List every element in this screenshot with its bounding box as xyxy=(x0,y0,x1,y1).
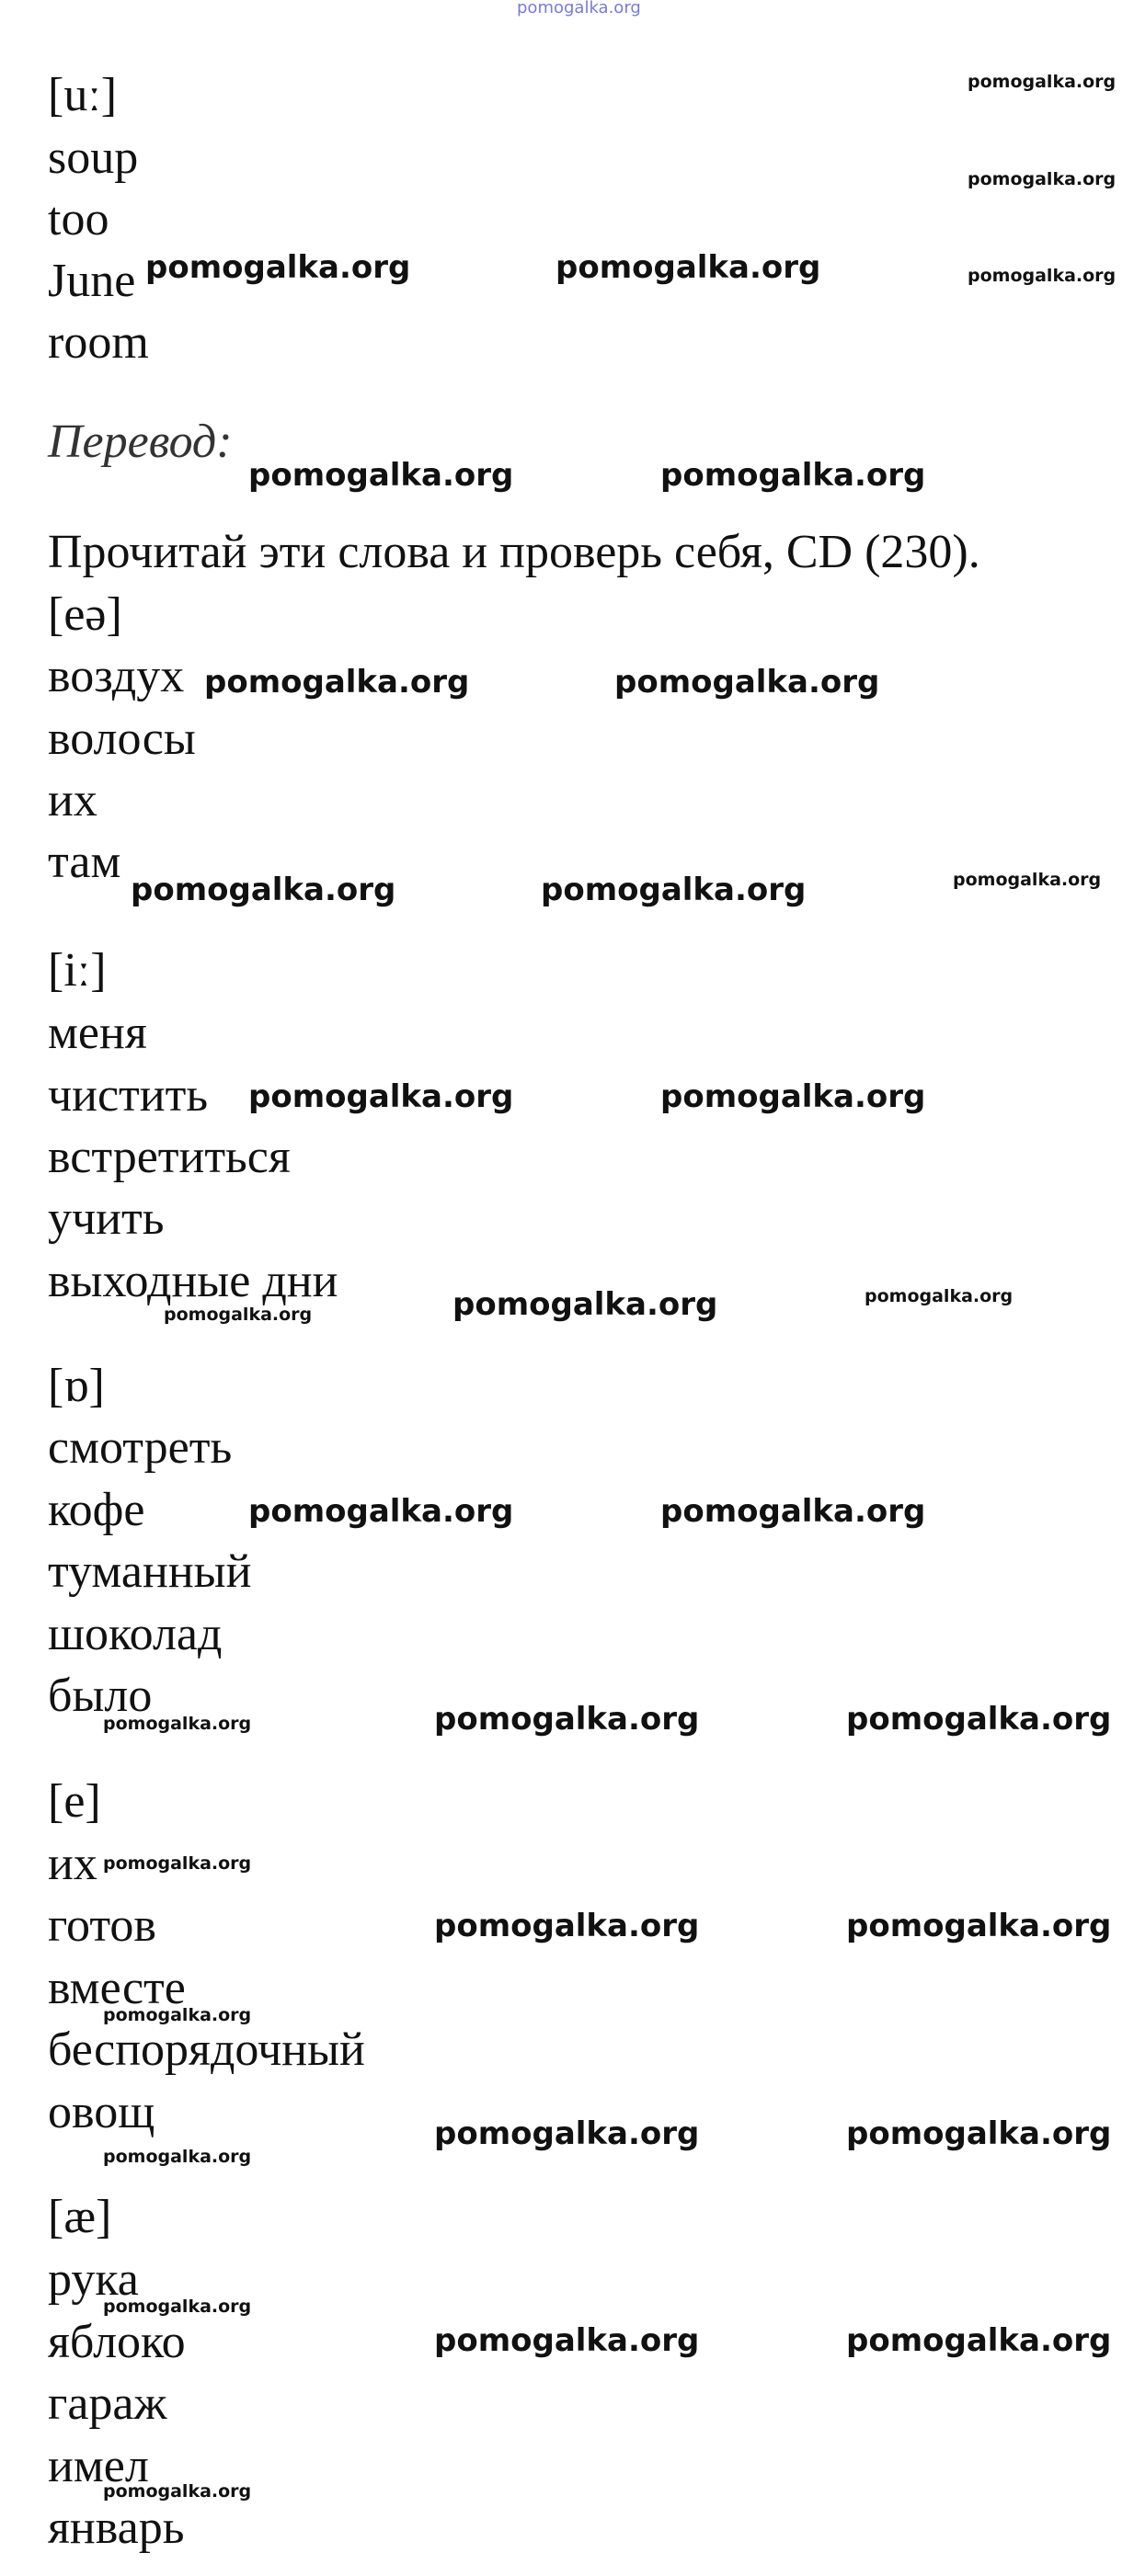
watermark: pomogalka.org xyxy=(660,1493,926,1530)
word-ruka: рука xyxy=(48,2253,139,2306)
watermark: pomogalka.org xyxy=(103,2147,252,2167)
word-gotov: готов xyxy=(48,1899,156,1952)
watermark: pomogalka.org xyxy=(953,870,1102,890)
word-yabloko: яблоко xyxy=(48,2316,186,2368)
phoneme-heading-ae: [æ] xyxy=(48,2191,112,2243)
word-kofe: кофе xyxy=(48,1484,145,1536)
word-ikh-2: их xyxy=(48,1838,97,1890)
watermark: pomogalka.org xyxy=(248,457,514,494)
word-smotret: смотреть xyxy=(48,1421,233,1474)
phoneme-heading-ii: [iː] xyxy=(48,944,107,997)
header-watermark: pomogalka.org xyxy=(517,0,641,17)
phoneme-heading-e: [e] xyxy=(48,1775,101,1828)
watermark: pomogalka.org xyxy=(968,266,1117,286)
watermark: pomogalka.org xyxy=(145,249,411,286)
word-garazh: гараж xyxy=(48,2377,167,2430)
watermark: pomogalka.org xyxy=(660,1078,926,1115)
watermark: pomogalka.org xyxy=(846,2115,1112,2152)
phoneme-heading-o: [ɒ] xyxy=(48,1360,105,1412)
word-tumannyy: туманный xyxy=(48,1545,252,1598)
phoneme-heading-ea: [eə] xyxy=(48,588,122,641)
word-imel: имел xyxy=(48,2440,149,2492)
watermark: pomogalka.org xyxy=(248,1078,514,1115)
watermark: pomogalka.org xyxy=(846,1908,1112,1944)
watermark: pomogalka.org xyxy=(131,872,396,908)
watermark: pomogalka.org xyxy=(103,1853,252,1874)
word-menya: меня xyxy=(48,1007,147,1059)
watermark: pomogalka.org xyxy=(434,2115,700,2152)
watermark: pomogalka.org xyxy=(164,1305,313,1325)
watermark: pomogalka.org xyxy=(103,2297,252,2317)
phoneme-heading-uu: [uː] xyxy=(48,69,118,121)
word-vozdukh: воздух xyxy=(48,650,185,702)
instruction-text: Прочитай эти слова и проверь себя, CD (230). xyxy=(48,526,980,578)
word-vmeste: вместе xyxy=(48,1962,186,2014)
word-besporyadochnyy: беспорядочный xyxy=(48,2023,365,2076)
watermark: pomogalka.org xyxy=(968,169,1117,189)
word-june: June xyxy=(48,255,136,307)
watermark: pomogalka.org xyxy=(434,1701,700,1738)
translation-label: Перевод: xyxy=(48,416,233,468)
watermark: pomogalka.org xyxy=(846,1701,1112,1738)
watermark: pomogalka.org xyxy=(865,1286,1014,1306)
word-yanvar: январь xyxy=(48,2502,185,2554)
word-vstretitsya: встретиться xyxy=(48,1131,291,1183)
watermark: pomogalka.org xyxy=(103,1714,252,1734)
word-bylo: было xyxy=(48,1670,153,1722)
watermark: pomogalka.org xyxy=(556,249,821,286)
word-vykhodnye-dni: выходные дни xyxy=(48,1255,338,1307)
watermark: pomogalka.org xyxy=(248,1493,514,1530)
word-ovoshch: овощ xyxy=(48,2086,155,2138)
word-chistit: чистить xyxy=(48,1069,209,1122)
watermark: pomogalka.org xyxy=(968,72,1117,92)
watermark: pomogalka.org xyxy=(434,2322,700,2359)
word-room: room xyxy=(48,316,149,369)
word-too: too xyxy=(48,193,109,245)
word-soup: soup xyxy=(48,131,139,184)
word-volosy: волосы xyxy=(48,712,196,765)
watermark: pomogalka.org xyxy=(103,2481,252,2502)
watermark: pomogalka.org xyxy=(541,872,807,908)
watermark: pomogalka.org xyxy=(204,664,470,701)
watermark: pomogalka.org xyxy=(434,1908,700,1944)
watermark: pomogalka.org xyxy=(846,2322,1112,2359)
watermark: pomogalka.org xyxy=(103,2005,252,2025)
watermark: pomogalka.org xyxy=(614,664,880,701)
word-shokolad: шоколад xyxy=(48,1608,223,1660)
watermark: pomogalka.org xyxy=(660,457,926,494)
word-ikh: их xyxy=(48,774,97,826)
word-uchit: учить xyxy=(48,1192,165,1245)
word-tam: там xyxy=(48,836,121,888)
watermark: pomogalka.org xyxy=(452,1286,718,1323)
